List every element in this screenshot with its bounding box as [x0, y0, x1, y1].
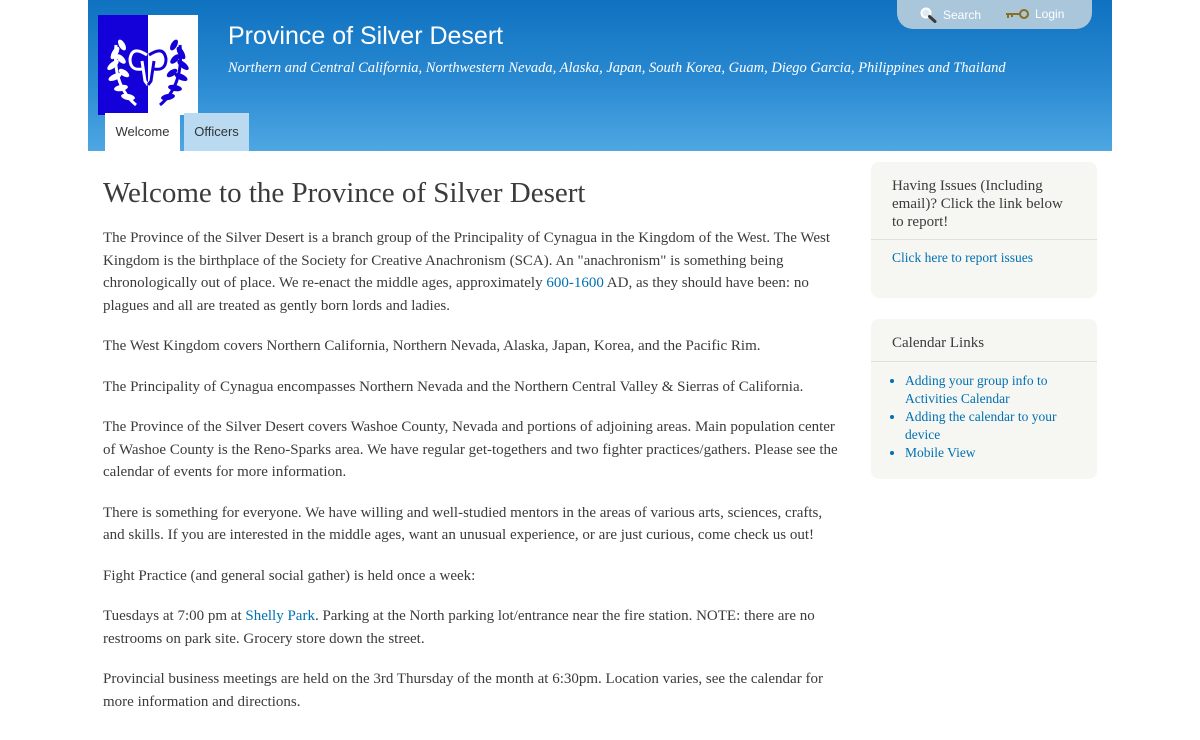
search-icon — [919, 7, 937, 23]
calendar-links-list — [892, 372, 1077, 462]
login-label: Login — [1035, 7, 1065, 21]
province-paragraph: The Province of the Silver Desert covers Washoe County, Nevada and portions of adjoining areas. Main population center of Washoe County is the Reno-Sparks area. We have regular get-togethers and two fighter practices/gathers. Please see the calendar of events for more information. — [103, 419, 838, 480]
fight-practice-paragraph: Fight Practice (and general social gather) is held once a week: — [103, 567, 476, 584]
login-link[interactable] — [1005, 7, 1064, 21]
site-header — [88, 0, 1112, 151]
list-item — [905, 444, 1077, 462]
period-link[interactable]: 600-1600 — [546, 275, 604, 291]
kingdom-paragraph: The West Kingdom covers Northern California, Northern Nevada, Alaska, Japan, Korea, and the Pacific Rim. — [103, 338, 761, 354]
tuesday-text-b: . Parking at the North parking lot/entrance near the fire station. NOTE: there are no restrooms on park site. Grocery store down the street. — [103, 608, 815, 647]
mobile-view-link[interactable]: Mobile View — [905, 445, 976, 460]
shelly-park-link[interactable]: Shelly Park — [245, 608, 315, 624]
search-label: Search — [943, 8, 982, 22]
intro-paragraph — [103, 227, 838, 317]
business-meeting-paragraph: Provincial business meetings are held on the 3rd Thursday of the month at 6:30pm. Location varies, see the calendar for more information and directions. — [103, 671, 823, 710]
everyone-paragraph: There is something for everyone. We have willing and well-studied mentors in the areas of various arts, sciences, crafts, and skills. If you are interested in the middle ages, want an unusual experience, or are just curious, come check us out! — [103, 504, 823, 543]
secondary-menu — [897, 0, 1092, 29]
site-slogan: Northern and Central California, Northwestern Nevada, Alaska, Japan, South Korea, Guam, Diego Garcia, Philippines and Thailand — [228, 60, 1006, 76]
main-menu — [105, 113, 253, 151]
calendar-links-block — [871, 319, 1097, 479]
report-issues-link[interactable]: Click here to report issues — [892, 250, 1033, 265]
main-content — [103, 170, 838, 731]
add-calendar-link[interactable]: Adding the calendar to your device — [905, 409, 1057, 442]
page-title: Welcome to the Province of Silver Desert — [103, 177, 586, 209]
list-item — [905, 408, 1077, 444]
intro-text-a: The Province of the Silver Desert is a branch group of the Principality of Cynagua in the Kingdom of the West. The West Kingdom is the birthplace of the Society for Creative Anachronism (SCA). An "anachronism" is something being chronologically out of place. We re-enact the middle ages, approximately — [103, 230, 831, 291]
principality-paragraph: The Principality of Cynagua encompasses Northern Nevada and the Northern Central Valley & Sierras of California. — [103, 378, 804, 395]
search-link[interactable] — [919, 7, 981, 23]
tuesday-paragraph — [103, 605, 838, 650]
issues-block — [871, 162, 1097, 298]
intro-text-b: AD, as they should have been: no plagues and all are treated as gently born lords and ladies. — [103, 275, 809, 314]
laurel-ram-emblem — [98, 15, 198, 115]
tab-officers[interactable]: Officers — [184, 113, 249, 151]
tab-welcome[interactable]: Welcome — [105, 113, 180, 151]
group-info-link[interactable]: Adding your group info to Activities Calendar — [905, 373, 1048, 406]
tuesday-text-a: Tuesdays at 7:00 pm at — [103, 608, 246, 624]
issues-block-title: Having Issues (Including email)? Click the link below to report! — [871, 162, 1097, 240]
calendar-block-title: Calendar Links — [871, 319, 1097, 362]
key-icon — [1005, 8, 1029, 20]
list-item — [905, 372, 1077, 408]
site-logo[interactable] — [98, 15, 198, 115]
site-name[interactable]: Province of Silver Desert — [228, 22, 504, 50]
